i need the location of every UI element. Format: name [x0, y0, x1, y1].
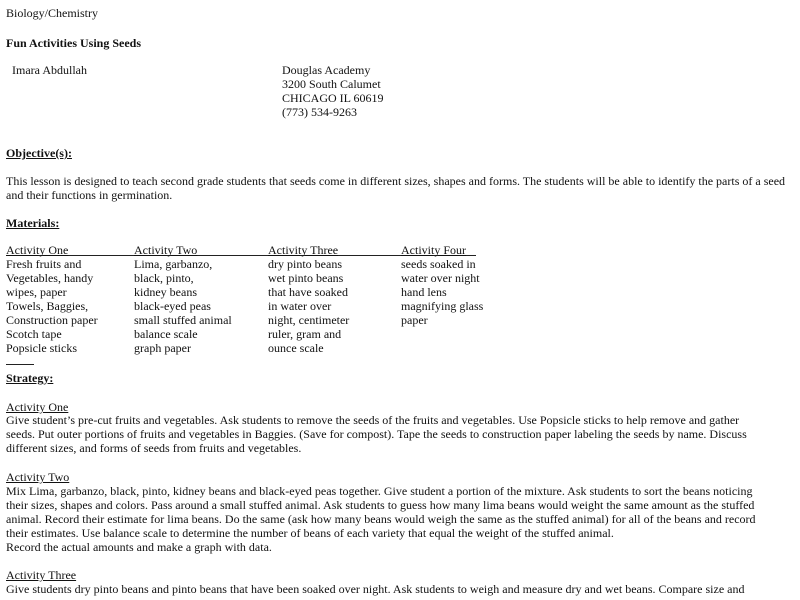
materials-column-activity-one [6, 243, 98, 355]
activity-two-text [6, 484, 756, 554]
subject-label: Biology/Chemistry [6, 6, 99, 20]
school-city: CHICAGO IL 60619 [282, 91, 384, 105]
materials-item: balance scale [134, 327, 198, 341]
author-name: Imara Abdullah [12, 63, 87, 77]
materials-item: Fresh fruits and [6, 257, 82, 271]
materials-item: ounce scale [268, 341, 324, 355]
objectives-text: This lesson is designed to teach second grade students that seeds come in different sizes, shapes and forms. The students will be able to identify the parts of a seed and their functions in germination. [6, 174, 786, 202]
materials-column-activity-two [134, 243, 232, 355]
materials-item: wet pinto beans [268, 271, 344, 285]
activity-three-title: Activity Three [6, 568, 77, 582]
materials-column-title: Activity One [6, 243, 69, 257]
materials-item: wipes, paper [6, 285, 67, 299]
document-title: Fun Activities Using Seeds [6, 36, 142, 50]
materials-item: Vegetables, handy [6, 271, 94, 285]
materials-column-activity-four [401, 243, 483, 327]
materials-item: paper [401, 313, 428, 327]
strategy-heading: Strategy: [6, 371, 54, 385]
school-phone: (773) 534-9263 [282, 105, 357, 119]
materials-item: Popsicle sticks [6, 341, 77, 355]
materials-column-title: Activity Two [134, 243, 198, 257]
activity-two-title: Activity Two [6, 470, 70, 484]
materials-column-title: Activity Four [401, 243, 466, 257]
materials-item: graph paper [134, 341, 191, 355]
materials-column-title: Activity Three [268, 243, 339, 257]
text-line: Give student’s pre-cut fruits and vegetables. Ask students to remove the seeds of the fruits and vegetables. Use Popsicle sticks to help remove and gather [6, 413, 740, 427]
materials-item: in water over [268, 299, 332, 313]
materials-item: seeds soaked in [401, 257, 476, 271]
text-line: their sizes, shapes and colors. Pass around a small stuffed animal. Ask students to guess how many lima beans would weight the same amount as the stuffed [6, 498, 755, 512]
materials-item: Lima, garbanzo, [134, 257, 213, 271]
materials-item: night, centimeter [268, 313, 350, 327]
materials-heading: Materials: [6, 216, 60, 230]
materials-item: Scotch tape [6, 327, 62, 341]
text-line: different sizes, and forms of seeds from fruits and vegetables. [6, 441, 302, 455]
materials-item: black, pinto, [134, 271, 194, 285]
text-line: animal. Record their estimate for lima beans. Do the same (ask how many beans would weigh the same as the stuffed animal) for all of the beans and record [6, 512, 756, 526]
activity-one-title: Activity One [6, 400, 69, 414]
text-line: seeds. Put outer portions of fruits and vegetables in Baggies. (Save for compost). Tape the seeds to construction paper labeling the seeds by name. Discuss [6, 427, 747, 441]
materials-item: that have soaked [268, 285, 348, 299]
text-line: Give students dry pinto beans and pinto beans that have been soaked over night. Ask students to weigh and measure dry and wet beans. Compare size and [6, 582, 745, 596]
activity-three-text [6, 582, 745, 596]
text-line: Record the actual amounts and make a graph with data. [6, 540, 272, 554]
materials-item: hand lens [401, 285, 447, 299]
materials-item: water over night [401, 271, 480, 285]
materials-column-activity-three [268, 243, 349, 355]
materials-item: dry pinto beans [268, 257, 342, 271]
objectives-heading: Objective(s): [6, 146, 72, 160]
materials-item: small stuffed animal [134, 313, 232, 327]
school-address-block [282, 63, 384, 119]
materials-item: magnifying glass [401, 299, 484, 313]
strategy-rule [6, 364, 34, 365]
school-name: Douglas Academy [282, 63, 371, 77]
school-street: 3200 South Calumet [282, 77, 381, 91]
materials-item: kidney beans [134, 285, 197, 299]
materials-item: Towels, Baggies, [6, 299, 89, 313]
text-line: their estimates. Use balance scale to determine the number of beans of each variety that equal the weight of the stuffed animal. [6, 526, 614, 540]
activity-one-text [6, 413, 747, 455]
materials-item: Construction paper [6, 313, 98, 327]
text-line: Mix Lima, garbanzo, black, pinto, kidney beans and black-eyed peas together. Give student a portion of the mixture. Ask students to sort the beans noticing [6, 484, 753, 498]
materials-item: ruler, gram and [268, 327, 342, 341]
materials-item: black-eyed peas [134, 299, 211, 313]
